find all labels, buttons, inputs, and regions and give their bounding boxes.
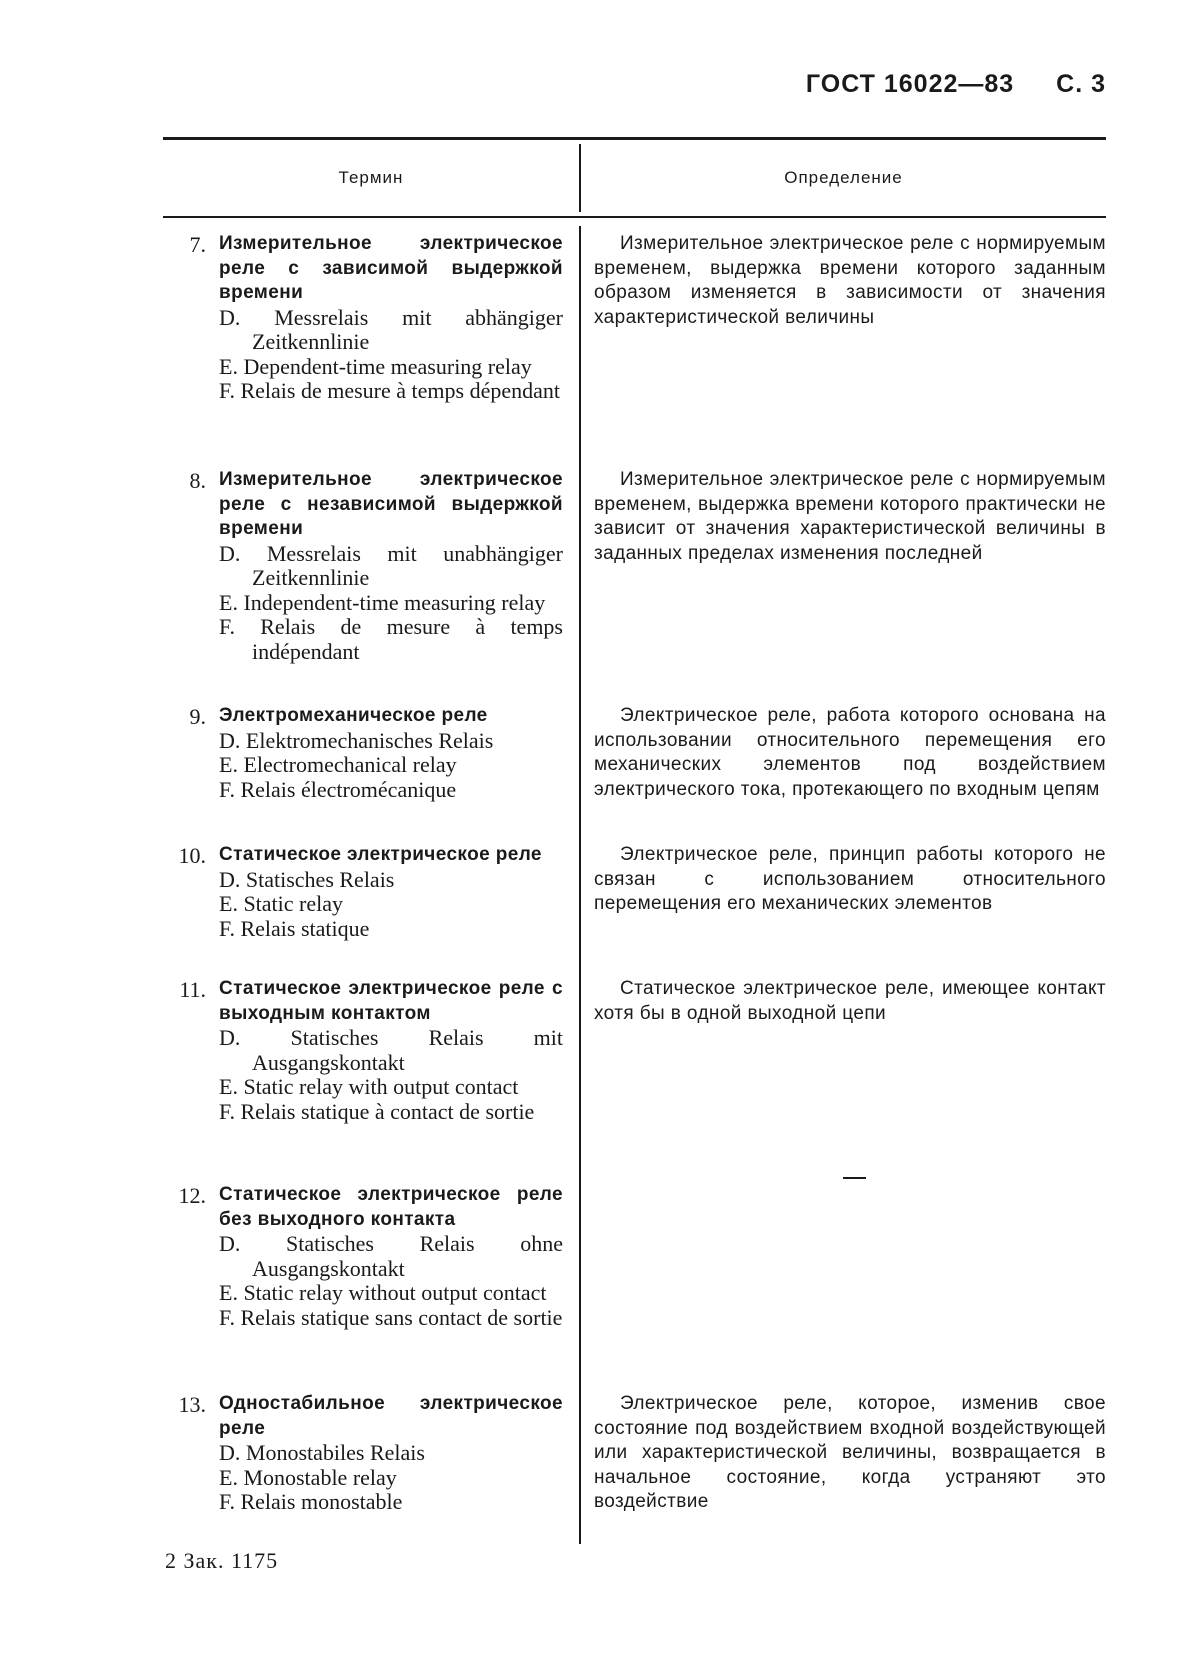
term-translations (219, 729, 563, 803)
entry-number: 12. (178, 1183, 206, 1208)
term-german: D. Messrelais mit abhängiger Zeitkennlinie (219, 304, 563, 354)
term-cell (163, 1392, 563, 1515)
term-french: F. Relais électromécanique (219, 776, 457, 802)
term-french: F. Relais statique à contact de sortie (219, 1098, 535, 1124)
term-translations (219, 1441, 563, 1515)
term-translations (219, 868, 563, 942)
term-german: D. Statisches Relais ohne Ausgangskontakt (219, 1231, 563, 1281)
term-cell (163, 843, 563, 941)
term-cell (163, 1183, 563, 1330)
definition-cell: Измерительное электрическое реле с нормируемым временем, выдержка времени которого практически не зависит от значения характеристической величины в заданных пределах изменения последней (594, 469, 1106, 564)
definition-cell: Измерительное электрическое реле с нормируемым временем, выдержка времени которого заданным образом изменяется в зависимости от значения характеристической величины (594, 233, 1106, 328)
term-english: E. Independent-time measuring relay (219, 589, 546, 615)
term-translations (219, 1026, 563, 1124)
entry-number: 8. (189, 468, 206, 493)
term-russian: Статическое электрическое реле без выходного контакта (219, 1184, 563, 1230)
term-english: E. Electromechanical relay (219, 752, 457, 777)
term-russian: Статическое электрическое реле с выходным контактом (219, 978, 563, 1024)
term-cell (163, 977, 563, 1124)
term-russian: Электромеханическое реле (219, 705, 488, 726)
term-english: E. Static relay without output contact (219, 1280, 547, 1305)
definition-column-header: Определение (784, 168, 903, 187)
term-german: D. Monostabiles Relais (219, 1440, 425, 1465)
term-french: F. Relais monostable (219, 1489, 403, 1514)
term-russian: Статическое электрическое реле (219, 844, 542, 865)
header-bottom-rule (163, 216, 1106, 218)
term-english: E. Static relay with output contact (219, 1074, 519, 1099)
term-cell (163, 468, 563, 664)
page-number: С. 3 (1056, 70, 1106, 98)
term-english: E. Static relay (219, 891, 344, 916)
term-english: E. Monostable relay (219, 1464, 397, 1490)
print-order-footer: 2 Зак. 1175 (165, 1548, 279, 1573)
term-translations (219, 542, 563, 665)
table-top-rule (163, 137, 1106, 140)
term-column-header: Термин (338, 168, 404, 187)
standard-number: ГОСТ 16022—83 (805, 70, 1015, 98)
term-russian: Измерительное электрическое реле с зависимой выдержкой времени (219, 233, 563, 303)
entry-number: 13. (178, 1392, 206, 1417)
definition-cell: Электрическое реле, принцип работы которого не связан с использованием относительного перемещения его механических элементов (594, 844, 1106, 914)
term-french: F. Relais de mesure à temps dépendant (219, 378, 560, 403)
running-head (806, 70, 1106, 99)
term-translations (219, 1232, 563, 1330)
entry-number: 10. (178, 843, 206, 868)
term-english: E. Dependent-time measuring relay (219, 353, 532, 379)
term-cell (163, 232, 563, 404)
term-russian: Одностабильное электрическое реле (219, 1393, 563, 1439)
entry-number: 9. (189, 704, 206, 729)
term-french: F. Relais statique (219, 915, 370, 941)
term-german: D. Statisches Relais (219, 866, 395, 892)
entry-number: 11. (179, 977, 206, 1002)
definition-cell: Статическое электрическое реле, имеющее контакт хотя бы в одной выходной цепи (594, 978, 1106, 1024)
body-column-divider (579, 226, 581, 1544)
empty-definition-dash (843, 1177, 866, 1179)
term-russian: Измерительное электрическое реле с независимой выдержкой времени (219, 469, 563, 539)
definition-cell: Электрическое реле, работа которого основана на использовании относительного перемещения его механических элементов под воздействием электрического тока, протекающего по входным цепям (594, 705, 1106, 800)
term-french: F. Relais de mesure à temps indépendant (219, 614, 563, 664)
term-german: D. Elektromechanisches Relais (219, 727, 494, 753)
term-french: F. Relais statique sans contact de sortie (219, 1304, 563, 1330)
term-german: D. Statisches Relais mit Ausgangskontakt (219, 1025, 563, 1075)
definition-cell: Электрическое реле, которое, изменив свое состояние под воздействием входной воздействующей или характеристической величины, возвращается в начальное состояние, когда устраняют это воздействие (594, 1393, 1106, 1512)
term-cell (163, 704, 563, 802)
term-translations (219, 306, 563, 404)
term-german: D. Messrelais mit unabhängiger Zeitkennlinie (219, 540, 563, 590)
entry-number: 7. (189, 232, 206, 257)
